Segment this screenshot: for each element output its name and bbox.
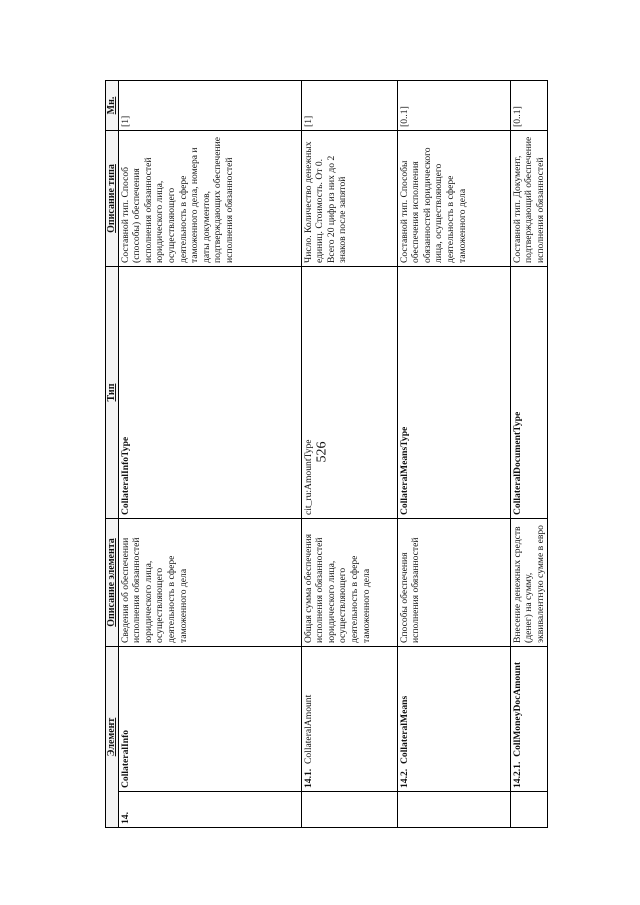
- header-type-description: Описание типа: [106, 131, 119, 267]
- table-container: [105, 81, 546, 828]
- type-description: Составной тип. Документ, подтверждающий обеспечение исполнения обязанностей: [510, 131, 548, 267]
- multiplicity: [0..1]: [397, 81, 510, 131]
- type-name: CollateralMeansType: [397, 267, 510, 519]
- element-description: Общая сумма обеспечения исполнения обязанностей юридического лица, осуществляющего деятельность в сфере таможенного дела: [301, 519, 397, 647]
- element-cell: [510, 647, 548, 792]
- type-name: cit_ru:AmountType: [301, 267, 397, 519]
- table-row: [397, 81, 510, 828]
- element-name: CollateralMeans: [398, 695, 410, 765]
- row-number: 14.1.: [302, 768, 314, 788]
- multiplicity: [1]: [301, 81, 397, 131]
- row-indent: [397, 792, 510, 828]
- header-multiplicity: Мн.: [106, 81, 119, 131]
- table-header-row: [106, 81, 119, 828]
- type-name: CollateralInfoType: [118, 267, 301, 519]
- multiplicity: [1]: [118, 81, 301, 131]
- table-row: [510, 81, 548, 828]
- element-description: Внесение денежных средств (денег) на сумму, эквивалентную сумме в евро: [510, 519, 548, 647]
- row-indent: [510, 792, 548, 828]
- row-number: 14.2.: [398, 768, 410, 788]
- element-cell: [301, 647, 397, 792]
- element-name: CollateralAmount: [302, 694, 314, 765]
- type-name: CollateralDocumentType: [510, 267, 548, 519]
- row-number: 14.: [118, 792, 301, 828]
- element-name: CollMoneyDocAmount: [511, 661, 523, 757]
- header-element-description: Описание элемента: [106, 519, 119, 647]
- page-number: 526: [314, 441, 330, 463]
- element-cell: [397, 647, 510, 792]
- row-number: 14.2.1.: [511, 761, 523, 788]
- row-indent: [301, 792, 397, 828]
- table-row: [301, 81, 397, 828]
- table-row: [118, 81, 301, 828]
- type-description: Составной тип. Способ (способы) обеспечения исполнения обязанностей юридического лица, осуществляющего деятельность в сфере таможенного дела, номера и даты документов, подтверждающих обеспечение исполнения обязанностей: [118, 131, 301, 267]
- type-description: Составной тип. Способы обеспечения исполнения обязанностей юридического лица, осуществляющего деятельность в сфере таможенного дела: [397, 131, 510, 267]
- header-element: Элемент: [106, 647, 119, 828]
- schema-table: [105, 80, 548, 828]
- element-name: CollateralInfo: [118, 647, 301, 792]
- element-description: Сведения об обеспечении исполнения обязанностей юридического лица, осуществляющего деятельность в сфере таможенного дела: [118, 519, 301, 647]
- header-type: Тип: [106, 267, 119, 519]
- multiplicity: [0..1]: [510, 81, 548, 131]
- type-description: Число. Количество денежных единиц. Стоимость. От 0. Всего 20 цифр из них до 2 знаков после запятой: [301, 131, 397, 267]
- element-description: Способы обеспечения исполнения обязанностей: [397, 519, 510, 647]
